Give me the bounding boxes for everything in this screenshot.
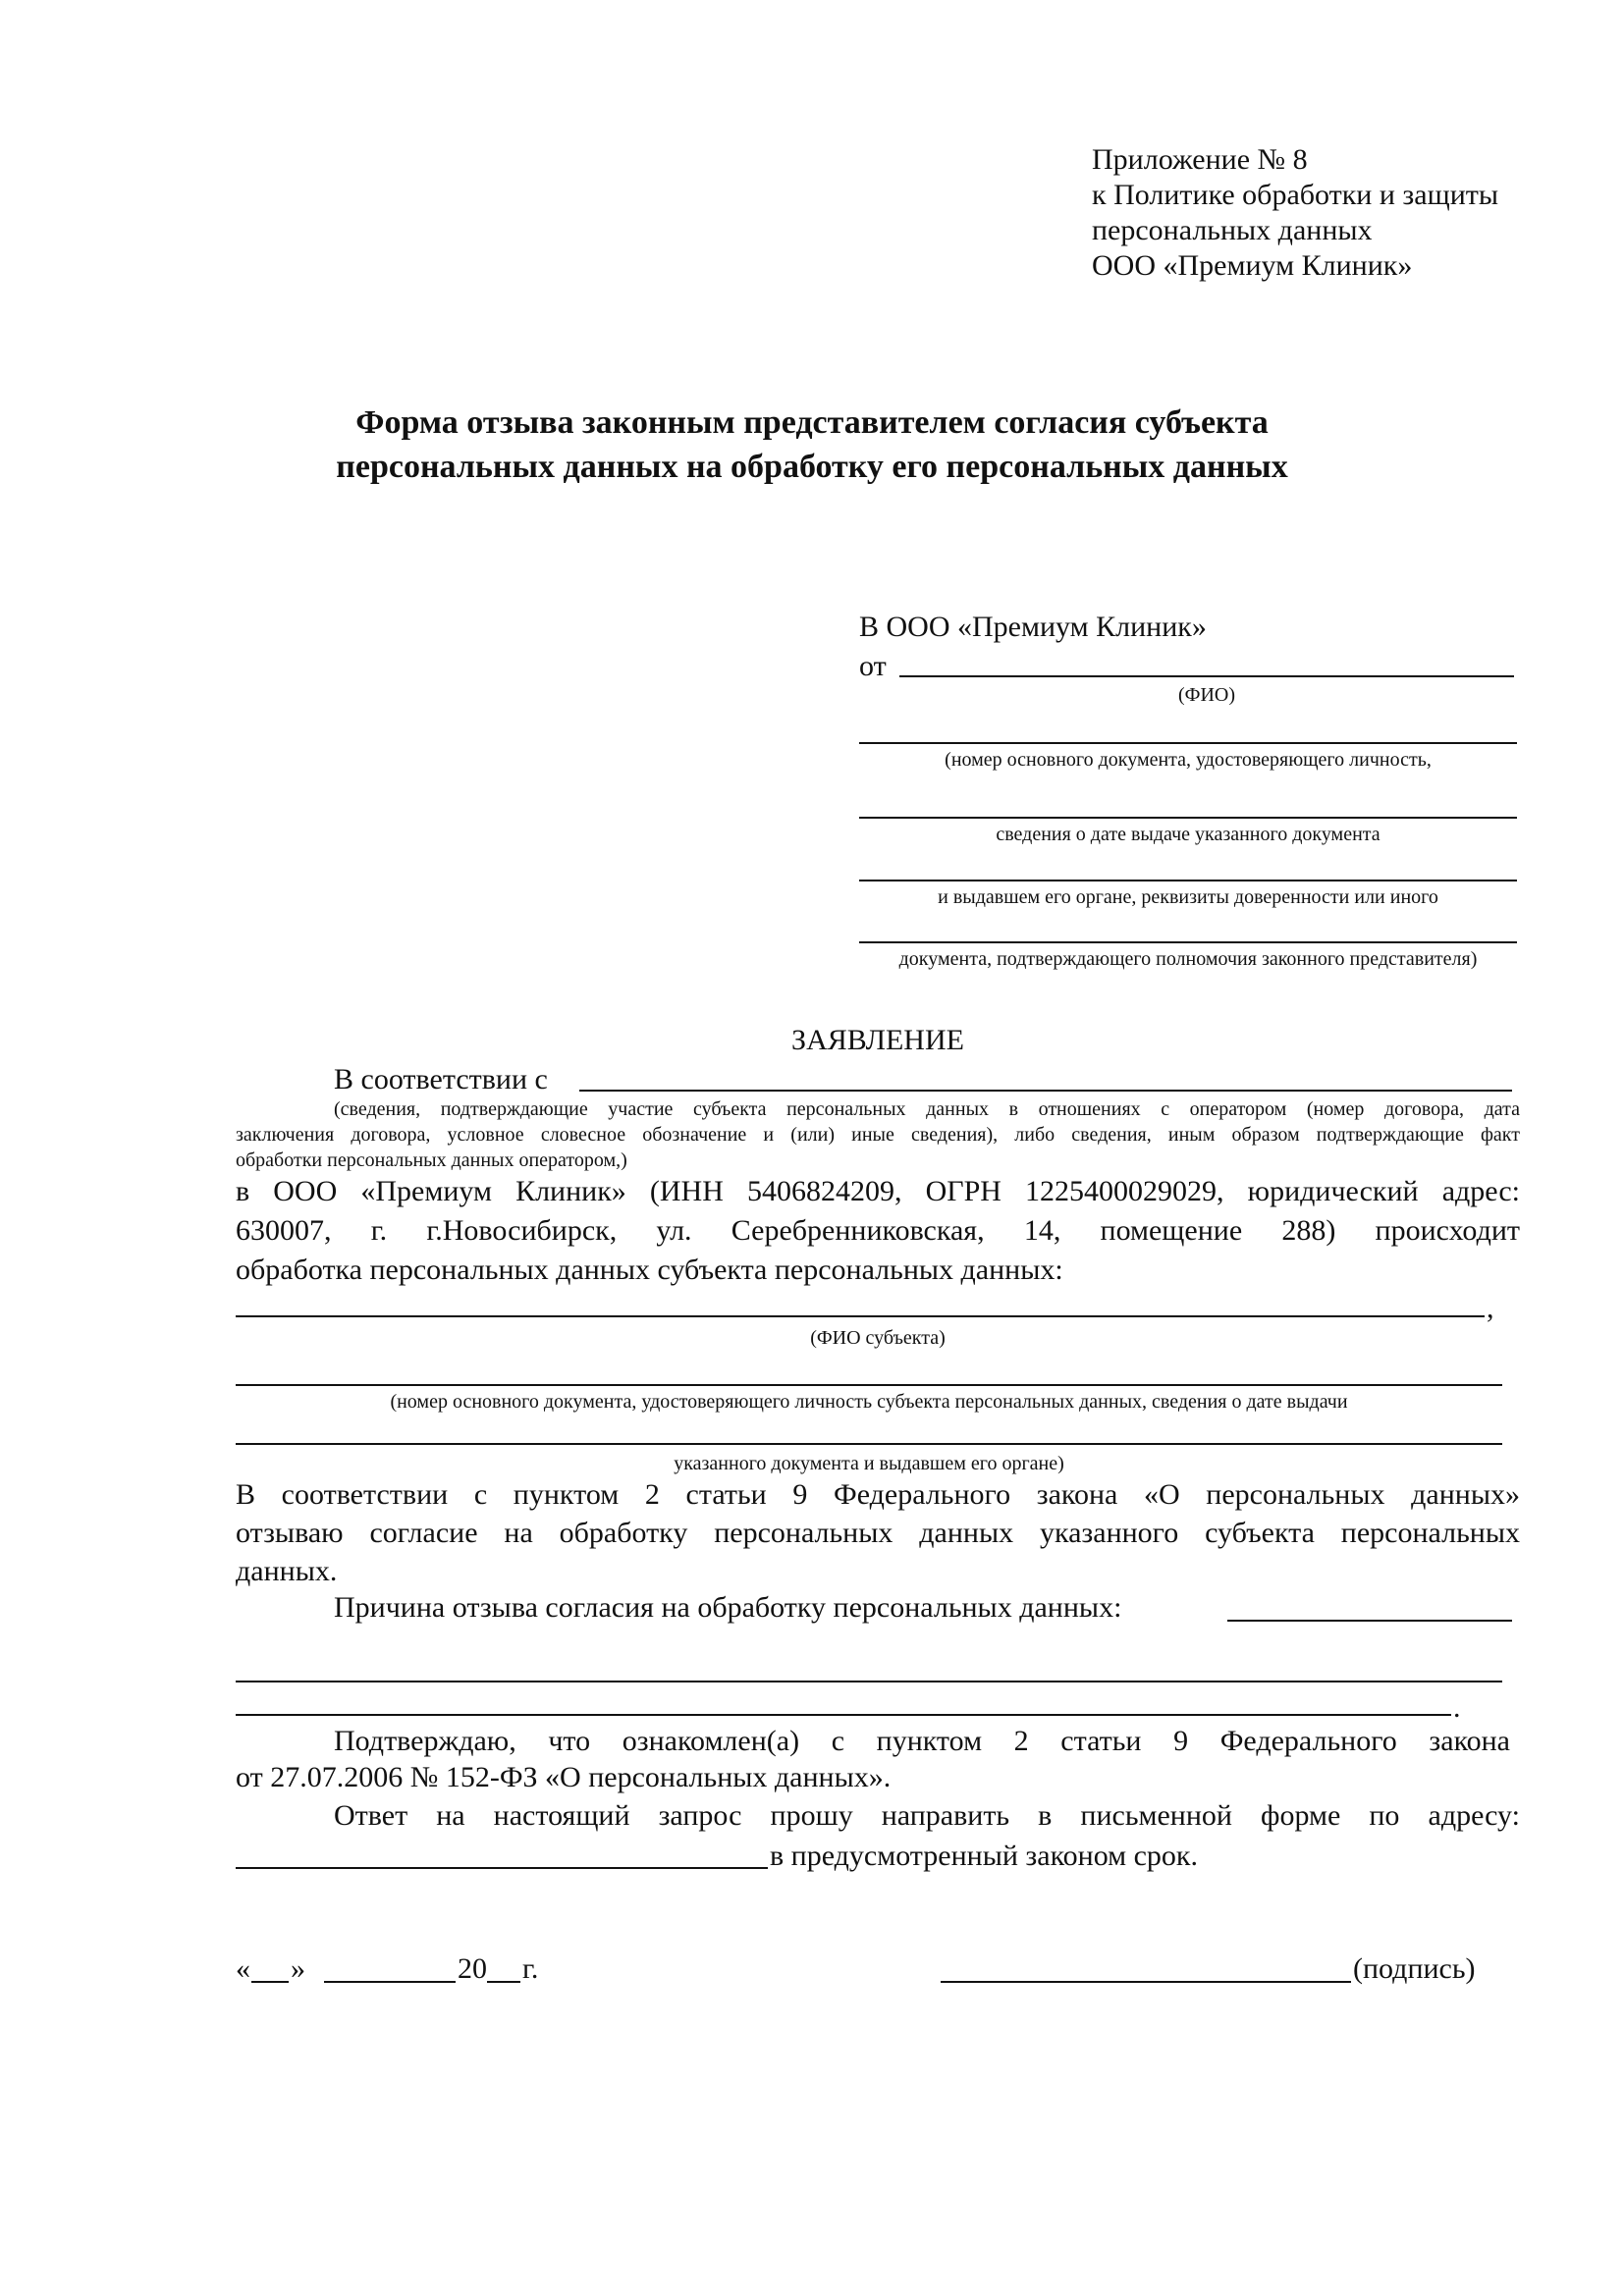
quote-open: « [236, 1952, 250, 1985]
appendix-line: Приложение № 8 [1092, 143, 1308, 176]
address-field[interactable] [236, 1867, 768, 1869]
year-field[interactable] [487, 1981, 520, 1983]
reason-field-line[interactable] [236, 1681, 1502, 1682]
revoke-text: В соответствии с пунктом 2 статьи 9 Федерального закона «О персональных данных» [236, 1478, 1520, 1511]
revoke-text: данных. [236, 1555, 338, 1587]
subject-doc-caption: (номер основного документа, удостоверяющего личность субъекта персональных данных, сведения о дате выдачи [390, 1391, 1348, 1413]
operator-text: обработка персональных данных субъекта персональных данных: [236, 1254, 1063, 1286]
subject-doc-caption: указанного документа и выдавшем его органе) [674, 1453, 1064, 1474]
document-title: персональных данных на обработку его персональных данных [336, 449, 1288, 485]
comma: , [1487, 1292, 1494, 1324]
appendix-line: к Политике обработки и защиты [1092, 179, 1499, 211]
revoke-text: отзываю согласие на обработку персональных данных указанного субъекта персональных [236, 1517, 1520, 1549]
confirm-text: Подтверждаю, что ознакомлен(а) с пунктом 2 статьи 9 Федерального закона [334, 1725, 1510, 1757]
operator-text: 630007, г. г.Новосибирск, ул. Серебренниковская, 14, помещение 288) происходит [236, 1214, 1520, 1247]
basis-note: (сведения, подтверждающие участие субъекта персональных данных в отношениях с оператором (номер договора, дата [334, 1098, 1520, 1120]
field-caption: и выдавшем его органе, реквизиты доверенности или иного [938, 886, 1438, 908]
subject-fio-field[interactable] [236, 1315, 1485, 1317]
from-label: от [859, 650, 887, 682]
signature-label: (подпись) [1353, 1952, 1476, 1985]
basis-note: заключения договора, условное словесное обозначение и (или) иные сведения), либо сведения, иным образом подтверждающие факт [236, 1124, 1520, 1146]
issuer-field[interactable] [859, 880, 1517, 881]
authority-field[interactable] [859, 941, 1517, 943]
period: . [1453, 1691, 1461, 1724]
reason-field-line[interactable] [236, 1714, 1451, 1716]
basis-note: обработки персональных данных оператором,) [236, 1149, 627, 1171]
document-date-field[interactable] [859, 817, 1517, 819]
confirm-text: от 27.07.2006 № 152-ФЗ «О персональных данных». [236, 1761, 892, 1793]
month-field[interactable] [324, 1981, 456, 1983]
document-field[interactable] [859, 742, 1517, 744]
reply-text: в предусмотренный законом срок. [770, 1840, 1198, 1872]
day-field[interactable] [251, 1981, 289, 1983]
statement-heading: ЗАЯВЛЕНИЕ [791, 1024, 964, 1056]
year-prefix: 20 [458, 1952, 487, 1985]
signature-field[interactable] [941, 1981, 1351, 1983]
field-caption: (номер основного документа, удостоверяющего личность, [945, 749, 1432, 771]
subject-fio-caption: (ФИО субъекта) [810, 1327, 946, 1349]
recipient-to: В ООО «Премиум Клиник» [859, 611, 1207, 643]
subject-document-field[interactable] [236, 1384, 1502, 1386]
field-caption: документа, подтверждающего полномочия законного представителя) [898, 948, 1478, 970]
appendix-line: ООО «Премиум Клиник» [1092, 249, 1413, 282]
quote-close: » [291, 1952, 305, 1985]
subject-issuer-field[interactable] [236, 1443, 1502, 1445]
according-label: В соответствии с [334, 1063, 548, 1095]
reason-field[interactable] [1227, 1620, 1512, 1622]
appendix-line: персональных данных [1092, 214, 1373, 246]
operator-text: в ООО «Премиум Клиник» (ИНН 5406824209, ОГРН 1225400029029, юридический адрес: [236, 1175, 1520, 1207]
reply-text: Ответ на настоящий запрос прошу направить в письменной форме по адресу: [334, 1799, 1520, 1832]
fio-field[interactable] [899, 675, 1514, 677]
field-caption: сведения о дате выдаче указанного документа [996, 824, 1380, 845]
year-suffix: г. [522, 1952, 539, 1985]
reason-label: Причина отзыва согласия на обработку персональных данных: [334, 1591, 1122, 1624]
basis-field[interactable] [579, 1090, 1512, 1092]
fio-caption: (ФИО) [1177, 684, 1235, 706]
document-title: Форма отзыва законным представителем согласия субъекта [355, 404, 1269, 441]
